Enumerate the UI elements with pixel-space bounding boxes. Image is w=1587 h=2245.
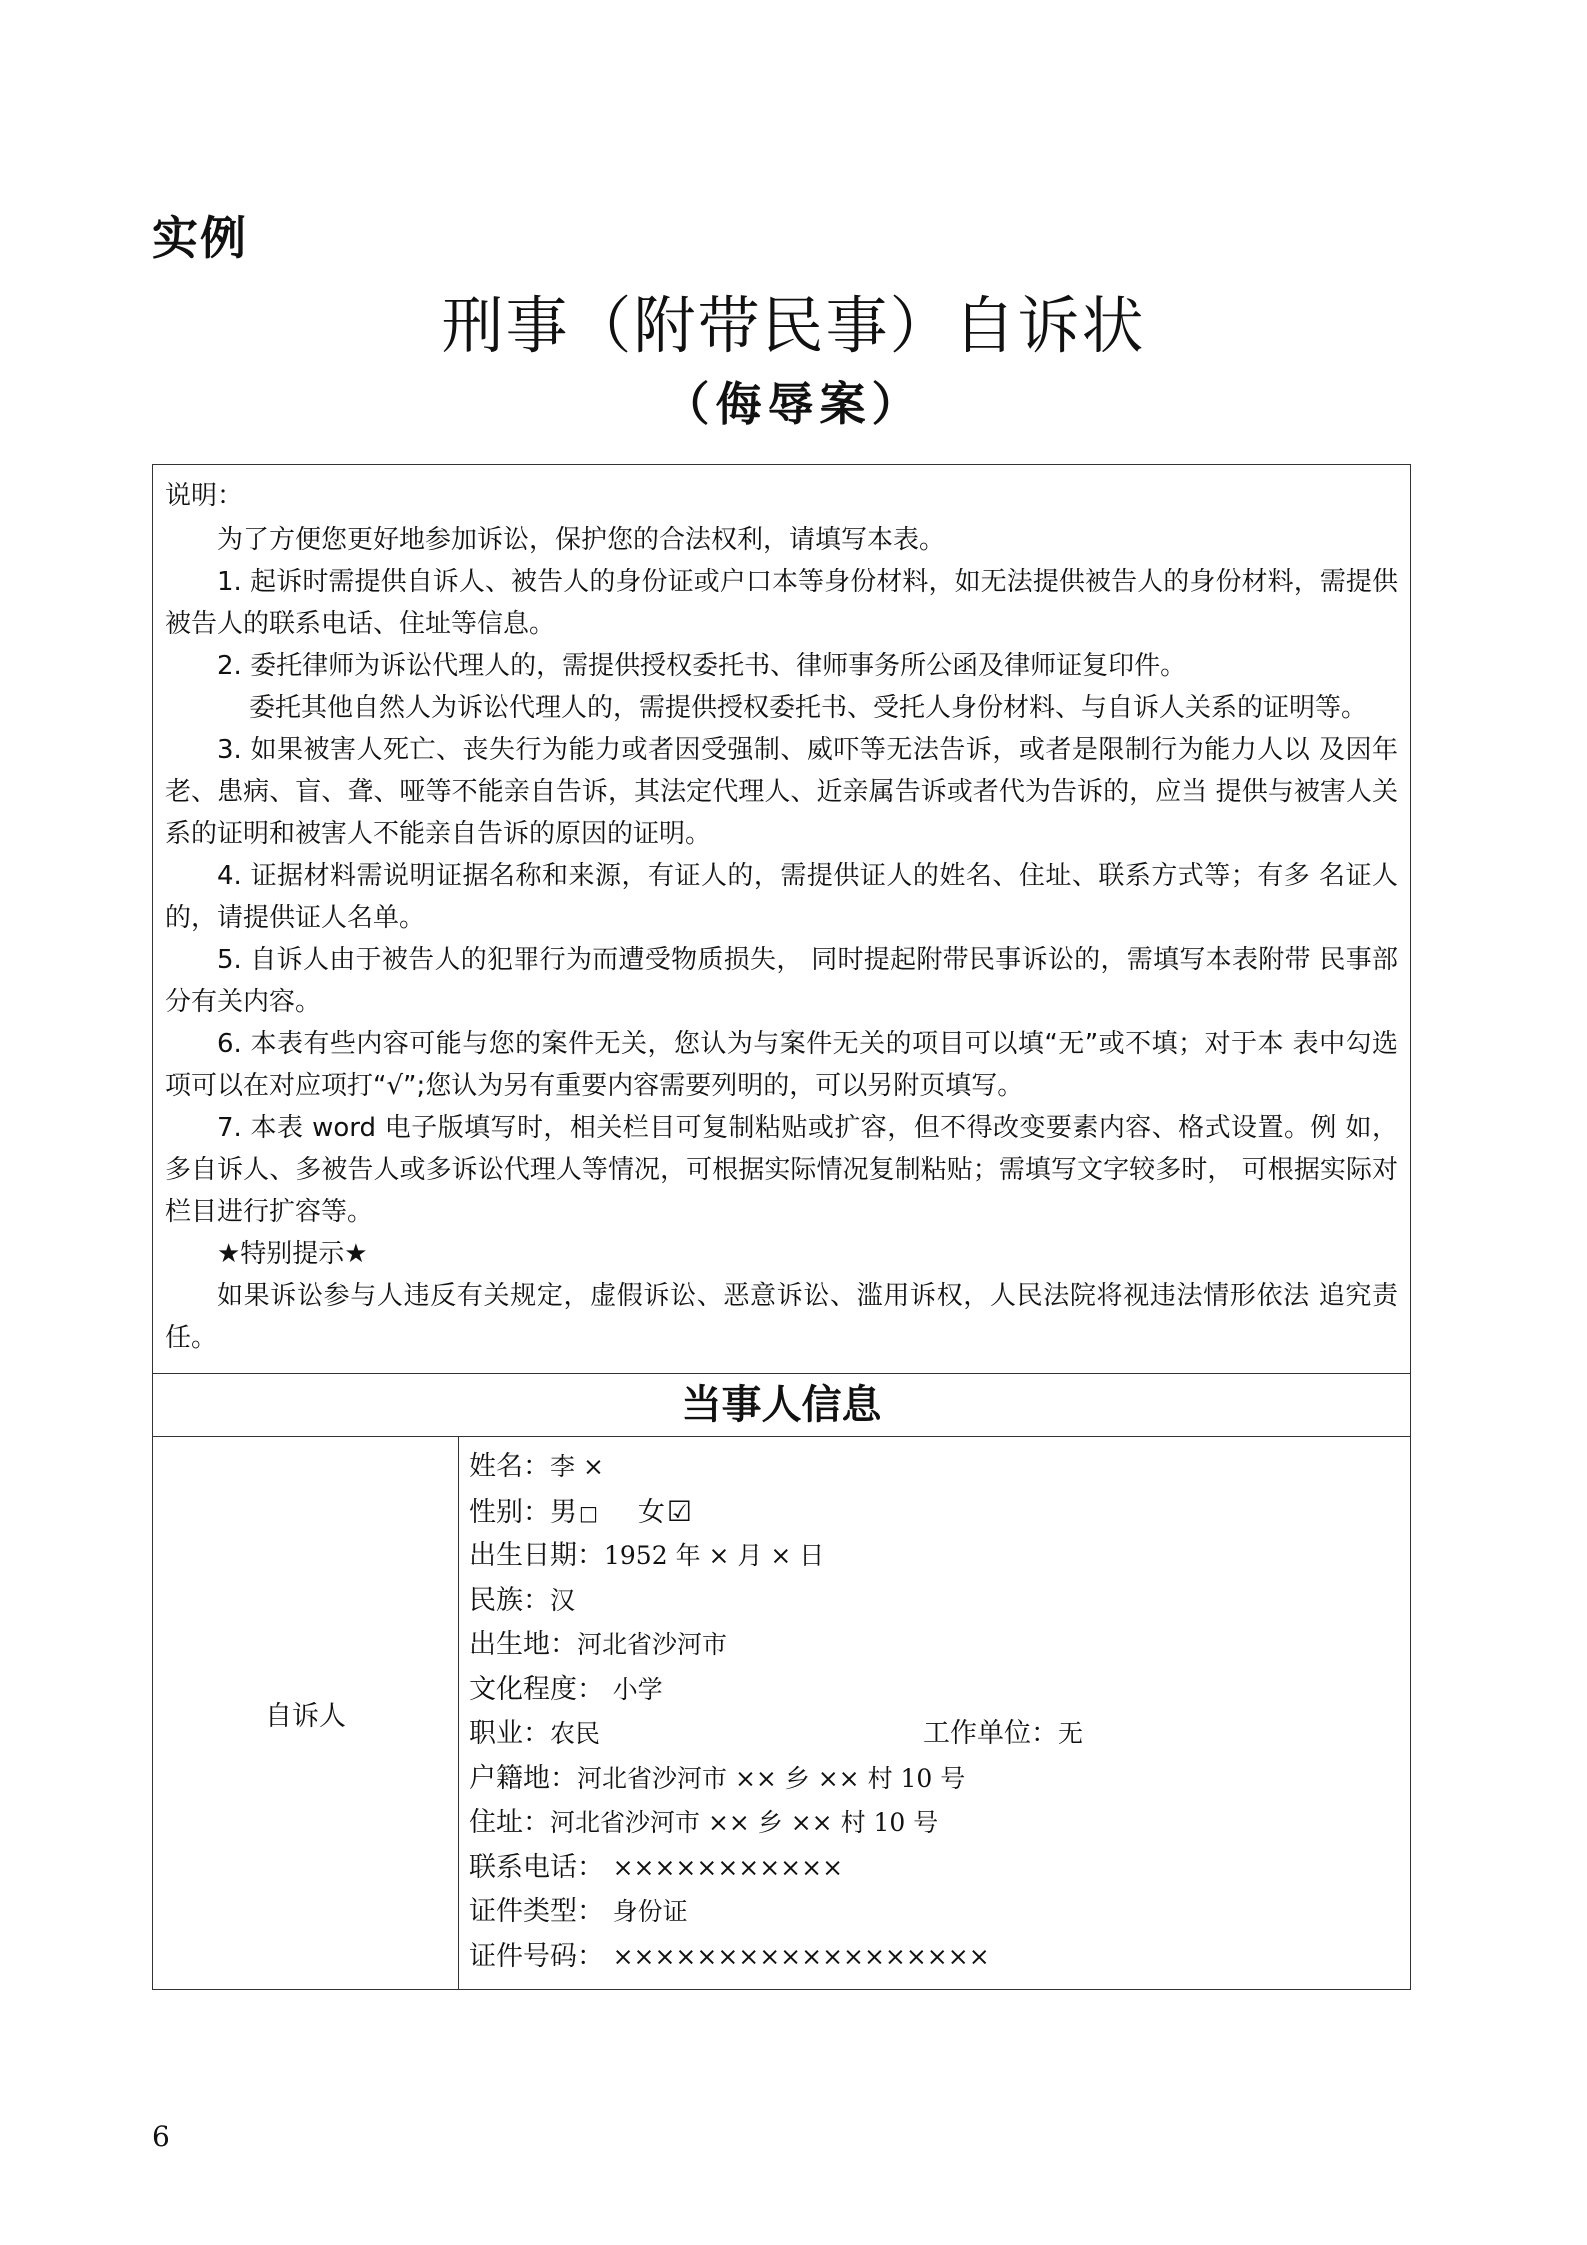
gender-male-option[interactable] [550, 1497, 598, 1528]
gender-label: 性别： [469, 1496, 550, 1528]
id-type-label: 证件类型： [469, 1896, 604, 1927]
party-heading-row [153, 1374, 1411, 1437]
phone-label: 联系电话： [469, 1851, 604, 1883]
gender-field [469, 1490, 1400, 1535]
instruction-line: 2. 委托律师为诉讼代理人的，需提供授权委托书、律师事务所公函及律师证复印件。 [217, 651, 1187, 681]
phone-field[interactable] [469, 1846, 1400, 1891]
special-notice-text: 如果诉讼参与人违反有关规定，虚假诉讼、恶意诉讼、滥用诉权，人民法院将视违法情形依法 追究责任。 [165, 1281, 1399, 1353]
household-field[interactable] [469, 1757, 1400, 1802]
id-number-value: ×××××××××××××××××× [612, 1941, 990, 1971]
address-value: 河北省沙河市 ×× 乡 ×× 村 10 号 [550, 1808, 939, 1837]
education-value: 小学 [612, 1674, 663, 1704]
occupation-value: 农民 [550, 1719, 601, 1748]
gender-female-option[interactable] [637, 1494, 693, 1528]
document-title: 刑事（附带民事）自诉状 [441, 289, 1146, 362]
education-field[interactable] [469, 1668, 1400, 1713]
birthplace-value: 河北省沙河市 [577, 1630, 728, 1659]
instructions-cell [153, 465, 1411, 1374]
id-number-label: 证件号码： [469, 1940, 604, 1972]
document-subtitle: （侮辱案） [663, 377, 924, 431]
special-notice-heading: ★特别提示★ [217, 1239, 368, 1269]
id-number-field[interactable] [469, 1935, 1400, 1980]
ethnicity-value: 汉 [550, 1585, 576, 1615]
birth-date-label: 出生日期： [469, 1540, 604, 1571]
id-type-value: 身份证 [612, 1897, 688, 1926]
household-value: 河北省沙河市 ×× 乡 ×× 村 10 号 [577, 1763, 966, 1793]
name-field[interactable] [469, 1445, 1400, 1490]
gender-female-checkbox[interactable]: ☑ [666, 1494, 693, 1528]
birth-date-field[interactable] [469, 1534, 1400, 1579]
instruction-line: 6. 本表有些内容可能与您的案件无关，您认为与案件无关的项目可以填“无”或不填；对于本 表中勾选项可以在对应项打“√”;您认为另有重要内容需要列明的，可以另附页填写。 [165, 1029, 1399, 1101]
phone-value: ××××××××××× [612, 1852, 844, 1882]
occupation-row [469, 1712, 1400, 1757]
occupation-label: 职业： [469, 1718, 550, 1749]
id-type-field[interactable] [469, 1890, 1400, 1935]
gender-male-label: 男 [550, 1496, 577, 1528]
ethnicity-label: 民族： [469, 1584, 550, 1616]
instruction-line: 为了方便您更好地参加诉讼，保护您的合法权利，请填写本表。 [217, 525, 946, 555]
instruction-line: 4. 证据材料需说明证据名称和来源，有证人的，需提供证人的姓名、住址、联系方式等；有多 名证人的，请提供证人名单。 [165, 861, 1399, 933]
complaint-form-table [152, 464, 1411, 1990]
instructions-label: 说明： [165, 481, 244, 511]
page-number: 6 [152, 2120, 170, 2153]
name-label: 姓名： [469, 1451, 550, 1482]
address-label: 住址： [469, 1807, 550, 1838]
gender-female-label: 女 [637, 1496, 665, 1528]
party-role-cell: 自诉人 [153, 1437, 459, 1990]
ethnicity-field[interactable] [469, 1579, 1400, 1624]
occupation-field[interactable] [469, 1718, 600, 1749]
party-section-heading: 当事人信息 [153, 1374, 1411, 1437]
birth-date-value: 1952 年 × 月 × 日 [604, 1541, 825, 1570]
name-value: 李 × [550, 1452, 604, 1481]
instruction-line: 委托其他自然人为诉讼代理人的，需提供授权委托书、受托人身份材料、与自诉人关系的证明等。 [249, 693, 1368, 723]
instruction-line: 5. 自诉人由于被告人的犯罪行为而遭受物质损失， 同时提起附带民事诉讼的，需填写本表附带 民事部分有关内容。 [165, 945, 1399, 1017]
instructions-row [153, 465, 1411, 1374]
employer-label: 工作单位： [923, 1718, 1058, 1749]
address-field[interactable] [469, 1801, 1400, 1846]
employer-field[interactable] [923, 1712, 1083, 1757]
employer-value: 无 [1058, 1719, 1084, 1748]
party-info-cell [459, 1437, 1411, 1990]
birthplace-field[interactable] [469, 1623, 1400, 1668]
instruction-line: 3. 如果被害人死亡、丧失行为能力或者因受强制、威吓等无法告诉，或者是限制行为能力人以 及因年老、患病、盲、聋、哑等不能亲自告诉，其法定代理人、近亲属告诉或者代为告诉的，应当 提供与被害人关系的证明和被害人不能亲自告诉的原因的证明。 [165, 735, 1399, 849]
birthplace-label: 出生地： [469, 1629, 577, 1660]
education-label: 文化程度： [469, 1673, 604, 1705]
party-info-row [153, 1437, 1411, 1990]
section-label: 实例 [152, 211, 248, 265]
instruction-line: 1. 起诉时需提供自诉人、被告人的身份证或户口本等身份材料，如无法提供被告人的身份材料，需提供被告人的联系电话、住址等信息。 [165, 567, 1399, 639]
instruction-line: 7. 本表 word 电子版填写时，相关栏目可复制粘贴或扩容，但不得改变要素内容、格式设置。例 如，多自诉人、多被告人或多诉讼代理人等情况，可根据实际情况复制粘贴；需填写文字较多时， 可根据实际对栏目进行扩容等。 [165, 1113, 1399, 1227]
gender-male-checkbox[interactable]: □ [579, 1500, 598, 1525]
household-label: 户籍地： [469, 1762, 577, 1794]
